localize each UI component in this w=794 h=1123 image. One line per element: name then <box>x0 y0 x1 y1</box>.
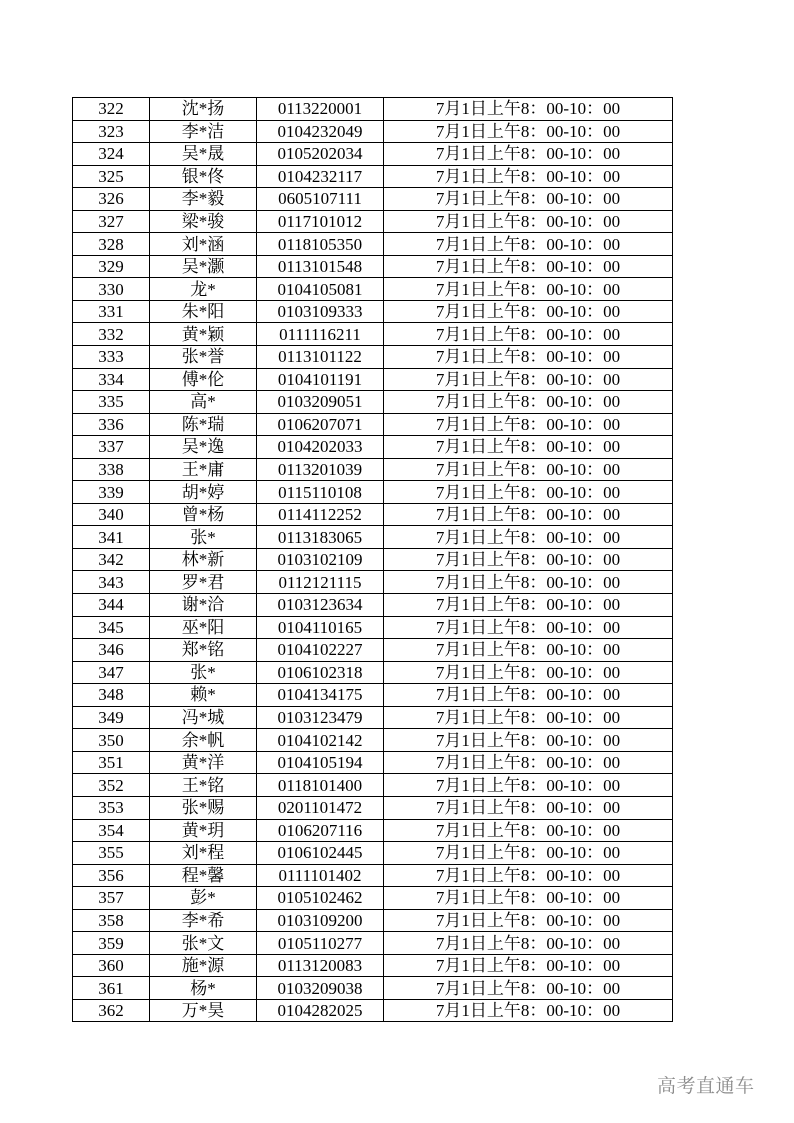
exam-time-cell: 7月1日上午8：00-10：00 <box>384 188 673 211</box>
student-id-cell: 0103209038 <box>257 977 384 1000</box>
table-row <box>73 751 673 774</box>
table-row <box>73 932 673 955</box>
exam-time-cell: 7月1日上午8：00-10：00 <box>384 120 673 143</box>
student-id-cell: 0113101548 <box>257 255 384 278</box>
row-number-cell: 338 <box>73 458 150 481</box>
student-id-cell: 0104232049 <box>257 120 384 143</box>
student-id-cell: 0104101191 <box>257 368 384 391</box>
exam-time-cell: 7月1日上午8：00-10：00 <box>384 977 673 1000</box>
exam-time-cell: 7月1日上午8：00-10：00 <box>384 98 673 121</box>
student-id-cell: 0104282025 <box>257 999 384 1022</box>
table-row <box>73 548 673 571</box>
exam-time-cell: 7月1日上午8：00-10：00 <box>384 661 673 684</box>
exam-time-cell: 7月1日上午8：00-10：00 <box>384 413 673 436</box>
row-number-cell: 361 <box>73 977 150 1000</box>
row-number-cell: 332 <box>73 323 150 346</box>
table-row <box>73 909 673 932</box>
exam-time-cell: 7月1日上午8：00-10：00 <box>384 143 673 166</box>
table-row <box>73 210 673 233</box>
student-id-cell: 0118101400 <box>257 774 384 797</box>
table-row <box>73 796 673 819</box>
table-row <box>73 481 673 504</box>
exam-time-cell: 7月1日上午8：00-10：00 <box>384 255 673 278</box>
row-number-cell: 360 <box>73 954 150 977</box>
student-name-cell: 张*誉 <box>150 346 257 369</box>
table-row <box>73 842 673 865</box>
student-id-cell: 0111101402 <box>257 864 384 887</box>
student-name-cell: 刘*涵 <box>150 233 257 256</box>
exam-time-cell: 7月1日上午8：00-10：00 <box>384 954 673 977</box>
table-row <box>73 436 673 459</box>
student-id-cell: 0112121115 <box>257 571 384 594</box>
student-name-cell: 巫*阳 <box>150 616 257 639</box>
exam-time-cell: 7月1日上午8：00-10：00 <box>384 616 673 639</box>
row-number-cell: 333 <box>73 346 150 369</box>
student-name-cell: 林*新 <box>150 548 257 571</box>
exam-time-cell: 7月1日上午8：00-10：00 <box>384 594 673 617</box>
student-id-cell: 0605107111 <box>257 188 384 211</box>
student-name-cell: 施*源 <box>150 954 257 977</box>
student-id-cell: 0106207116 <box>257 819 384 842</box>
student-id-cell: 0103123634 <box>257 594 384 617</box>
student-name-cell: 龙* <box>150 278 257 301</box>
row-number-cell: 345 <box>73 616 150 639</box>
student-id-cell: 0113101122 <box>257 346 384 369</box>
student-name-cell: 梁*骏 <box>150 210 257 233</box>
student-id-cell: 0117101012 <box>257 210 384 233</box>
table-row <box>73 729 673 752</box>
row-number-cell: 341 <box>73 526 150 549</box>
table-row <box>73 684 673 707</box>
row-number-cell: 336 <box>73 413 150 436</box>
row-number-cell: 356 <box>73 864 150 887</box>
row-number-cell: 349 <box>73 706 150 729</box>
exam-time-cell: 7月1日上午8：00-10：00 <box>384 548 673 571</box>
row-number-cell: 328 <box>73 233 150 256</box>
row-number-cell: 337 <box>73 436 150 459</box>
row-number-cell: 343 <box>73 571 150 594</box>
exam-time-cell: 7月1日上午8：00-10：00 <box>384 503 673 526</box>
student-name-cell: 张*文 <box>150 932 257 955</box>
student-name-cell: 李*毅 <box>150 188 257 211</box>
student-name-cell: 杨* <box>150 977 257 1000</box>
exam-time-cell: 7月1日上午8：00-10：00 <box>384 323 673 346</box>
student-id-cell: 0105102462 <box>257 887 384 910</box>
exam-time-cell: 7月1日上午8：00-10：00 <box>384 729 673 752</box>
table-row <box>73 143 673 166</box>
row-number-cell: 324 <box>73 143 150 166</box>
row-number-cell: 344 <box>73 594 150 617</box>
student-id-cell: 0105202034 <box>257 143 384 166</box>
student-name-cell: 吴*晟 <box>150 143 257 166</box>
student-id-cell: 0118105350 <box>257 233 384 256</box>
student-name-cell: 李*洁 <box>150 120 257 143</box>
table-row <box>73 526 673 549</box>
student-name-cell: 罗*君 <box>150 571 257 594</box>
student-id-cell: 0113120083 <box>257 954 384 977</box>
table-row <box>73 323 673 346</box>
student-name-cell: 曾*杨 <box>150 503 257 526</box>
student-name-cell: 沈*扬 <box>150 98 257 121</box>
student-name-cell: 赖* <box>150 684 257 707</box>
table-row <box>73 503 673 526</box>
exam-time-cell: 7月1日上午8：00-10：00 <box>384 300 673 323</box>
table-row <box>73 954 673 977</box>
student-name-cell: 张*赐 <box>150 796 257 819</box>
exam-time-cell: 7月1日上午8：00-10：00 <box>384 391 673 414</box>
student-name-cell: 陈*瑞 <box>150 413 257 436</box>
student-id-cell: 0201101472 <box>257 796 384 819</box>
student-name-cell: 黄*玥 <box>150 819 257 842</box>
student-name-cell: 万*昊 <box>150 999 257 1022</box>
table-row <box>73 977 673 1000</box>
exam-time-cell: 7月1日上午8：00-10：00 <box>384 774 673 797</box>
student-name-cell: 余*帆 <box>150 729 257 752</box>
table-row <box>73 639 673 662</box>
exam-time-cell: 7月1日上午8：00-10：00 <box>384 932 673 955</box>
exam-time-cell: 7月1日上午8：00-10：00 <box>384 796 673 819</box>
student-id-cell: 0113220001 <box>257 98 384 121</box>
student-id-cell: 0104105194 <box>257 751 384 774</box>
student-name-cell: 黄*颖 <box>150 323 257 346</box>
exam-time-cell: 7月1日上午8：00-10：00 <box>384 571 673 594</box>
row-number-cell: 334 <box>73 368 150 391</box>
exam-time-cell: 7月1日上午8：00-10：00 <box>384 684 673 707</box>
student-id-cell: 0104102227 <box>257 639 384 662</box>
student-id-cell: 0103109333 <box>257 300 384 323</box>
student-id-cell: 0104134175 <box>257 684 384 707</box>
exam-time-cell: 7月1日上午8：00-10：00 <box>384 210 673 233</box>
row-number-cell: 350 <box>73 729 150 752</box>
exam-time-cell: 7月1日上午8：00-10：00 <box>384 233 673 256</box>
exam-time-cell: 7月1日上午8：00-10：00 <box>384 346 673 369</box>
table-row <box>73 774 673 797</box>
exam-time-cell: 7月1日上午8：00-10：00 <box>384 436 673 459</box>
student-name-cell: 胡*婷 <box>150 481 257 504</box>
row-number-cell: 330 <box>73 278 150 301</box>
table-row <box>73 255 673 278</box>
row-number-cell: 354 <box>73 819 150 842</box>
table-row <box>73 887 673 910</box>
student-id-cell: 0115110108 <box>257 481 384 504</box>
student-id-cell: 0104232117 <box>257 165 384 188</box>
exam-time-cell: 7月1日上午8：00-10：00 <box>384 842 673 865</box>
table-row <box>73 999 673 1022</box>
exam-time-cell: 7月1日上午8：00-10：00 <box>384 864 673 887</box>
student-id-cell: 0103102109 <box>257 548 384 571</box>
table-row <box>73 120 673 143</box>
student-name-cell: 王*庸 <box>150 458 257 481</box>
student-id-cell: 0106102318 <box>257 661 384 684</box>
watermark: 高考直通车 <box>657 1075 755 1097</box>
student-name-cell: 彭* <box>150 887 257 910</box>
student-name-cell: 程*馨 <box>150 864 257 887</box>
row-number-cell: 359 <box>73 932 150 955</box>
row-number-cell: 348 <box>73 684 150 707</box>
exam-time-cell: 7月1日上午8：00-10：00 <box>384 526 673 549</box>
row-number-cell: 329 <box>73 255 150 278</box>
table-row <box>73 571 673 594</box>
student-id-cell: 0103109200 <box>257 909 384 932</box>
table-row <box>73 98 673 121</box>
table-body <box>73 98 673 1022</box>
student-name-cell: 谢*洽 <box>150 594 257 617</box>
table-row <box>73 661 673 684</box>
student-id-cell: 0104102142 <box>257 729 384 752</box>
row-number-cell: 353 <box>73 796 150 819</box>
student-id-cell: 0104105081 <box>257 278 384 301</box>
row-number-cell: 355 <box>73 842 150 865</box>
exam-time-cell: 7月1日上午8：00-10：00 <box>384 887 673 910</box>
table-row <box>73 594 673 617</box>
table-row <box>73 458 673 481</box>
row-number-cell: 342 <box>73 548 150 571</box>
exam-time-cell: 7月1日上午8：00-10：00 <box>384 706 673 729</box>
table-row <box>73 368 673 391</box>
table-row <box>73 346 673 369</box>
row-number-cell: 351 <box>73 751 150 774</box>
row-number-cell: 325 <box>73 165 150 188</box>
table-row <box>73 616 673 639</box>
student-id-cell: 0106207071 <box>257 413 384 436</box>
student-name-cell: 郑*铭 <box>150 639 257 662</box>
row-number-cell: 335 <box>73 391 150 414</box>
table-row <box>73 188 673 211</box>
exam-time-cell: 7月1日上午8：00-10：00 <box>384 999 673 1022</box>
row-number-cell: 326 <box>73 188 150 211</box>
row-number-cell: 362 <box>73 999 150 1022</box>
table-row <box>73 300 673 323</box>
student-name-cell: 傅*伦 <box>150 368 257 391</box>
student-id-cell: 0106102445 <box>257 842 384 865</box>
table-row <box>73 165 673 188</box>
exam-time-cell: 7月1日上午8：00-10：00 <box>384 481 673 504</box>
student-name-cell: 冯*城 <box>150 706 257 729</box>
student-name-cell: 朱*阳 <box>150 300 257 323</box>
exam-time-cell: 7月1日上午8：00-10：00 <box>384 278 673 301</box>
row-number-cell: 347 <box>73 661 150 684</box>
table-row <box>73 278 673 301</box>
table-row <box>73 864 673 887</box>
student-name-cell: 吴*逸 <box>150 436 257 459</box>
exam-time-cell: 7月1日上午8：00-10：00 <box>384 909 673 932</box>
student-name-cell: 银*佟 <box>150 165 257 188</box>
student-name-cell: 王*铭 <box>150 774 257 797</box>
row-number-cell: 346 <box>73 639 150 662</box>
row-number-cell: 323 <box>73 120 150 143</box>
student-id-cell: 0104110165 <box>257 616 384 639</box>
exam-time-cell: 7月1日上午8：00-10：00 <box>384 819 673 842</box>
student-id-cell: 0103209051 <box>257 391 384 414</box>
table-row <box>73 706 673 729</box>
student-name-cell: 高* <box>150 391 257 414</box>
student-id-cell: 0114112252 <box>257 503 384 526</box>
student-name-cell: 张* <box>150 661 257 684</box>
exam-time-cell: 7月1日上午8：00-10：00 <box>384 368 673 391</box>
student-id-cell: 0113201039 <box>257 458 384 481</box>
row-number-cell: 357 <box>73 887 150 910</box>
row-number-cell: 331 <box>73 300 150 323</box>
student-id-cell: 0111116211 <box>257 323 384 346</box>
exam-time-cell: 7月1日上午8：00-10：00 <box>384 165 673 188</box>
student-id-cell: 0104202033 <box>257 436 384 459</box>
student-id-cell: 0113183065 <box>257 526 384 549</box>
student-name-cell: 吴*灏 <box>150 255 257 278</box>
exam-time-cell: 7月1日上午8：00-10：00 <box>384 639 673 662</box>
row-number-cell: 358 <box>73 909 150 932</box>
exam-time-cell: 7月1日上午8：00-10：00 <box>384 458 673 481</box>
student-name-cell: 刘*程 <box>150 842 257 865</box>
student-id-cell: 0105110277 <box>257 932 384 955</box>
student-id-cell: 0103123479 <box>257 706 384 729</box>
student-name-cell: 张* <box>150 526 257 549</box>
student-name-cell: 李*希 <box>150 909 257 932</box>
row-number-cell: 340 <box>73 503 150 526</box>
row-number-cell: 322 <box>73 98 150 121</box>
row-number-cell: 352 <box>73 774 150 797</box>
table-row <box>73 413 673 436</box>
table-row <box>73 391 673 414</box>
exam-schedule-table <box>72 97 673 1022</box>
row-number-cell: 339 <box>73 481 150 504</box>
exam-time-cell: 7月1日上午8：00-10：00 <box>384 751 673 774</box>
table-row <box>73 233 673 256</box>
table-row <box>73 819 673 842</box>
row-number-cell: 327 <box>73 210 150 233</box>
student-name-cell: 黄*洋 <box>150 751 257 774</box>
